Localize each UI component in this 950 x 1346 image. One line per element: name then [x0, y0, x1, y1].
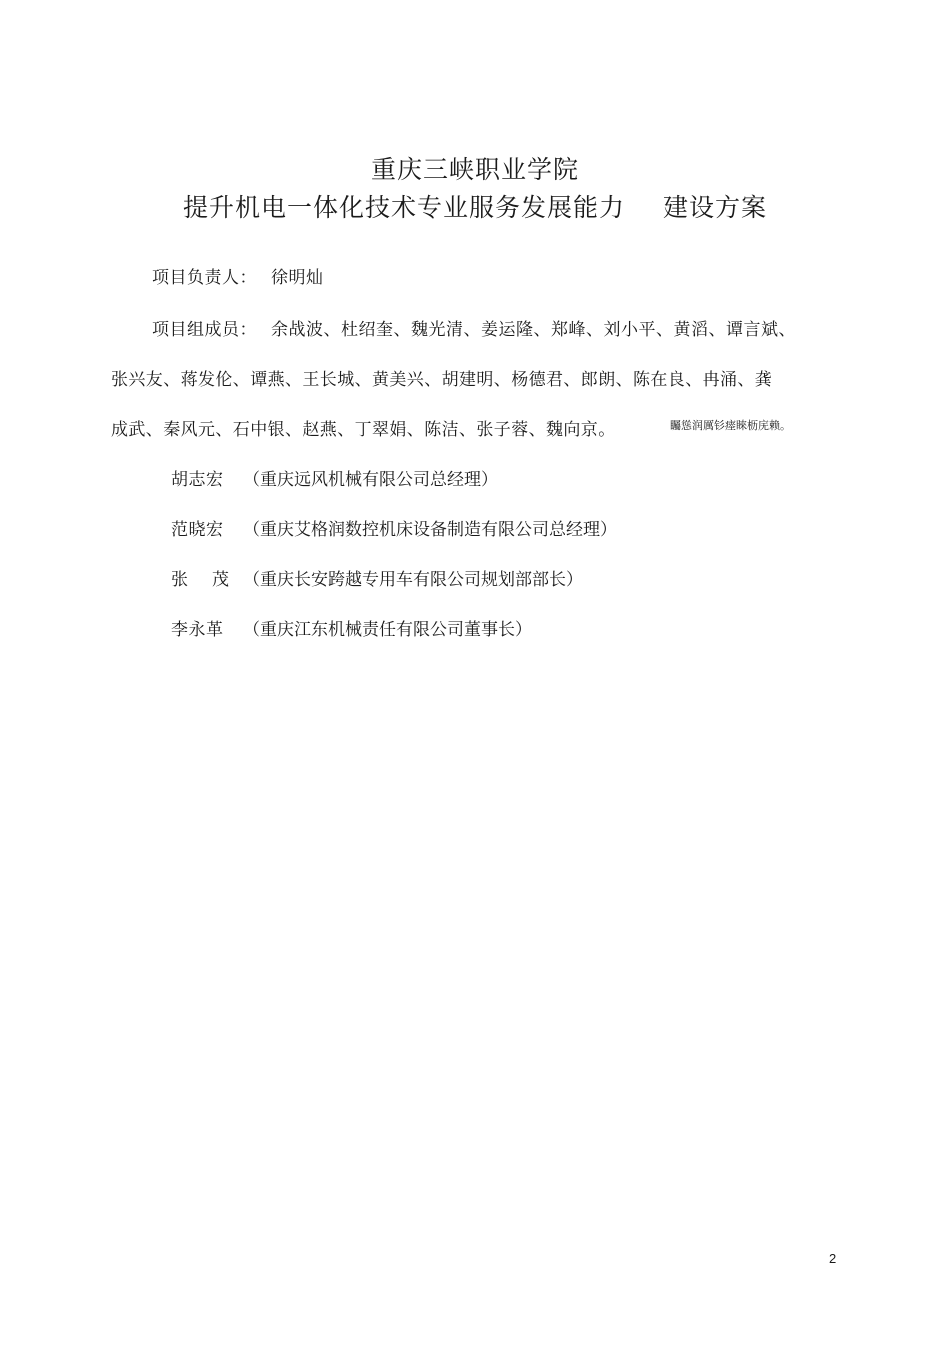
advisor-name: 张茂 [171, 570, 253, 590]
members-text-1: 余战波、杜绍奎、魏光清、姜运隆、郑峰、刘小平、黄滔、谭言斌、 [271, 320, 796, 340]
project-members-line-2: 张兴友、蒋发伦、谭燕、王长城、黄美兴、胡建明、杨德君、郎朗、陈在良、冉涌、龚 [111, 370, 773, 390]
advisor-entry [171, 565, 583, 590]
advisor-organization: （重庆艾格润数控机床设备制造有限公司总经理） [243, 520, 617, 540]
subtitle-suffix: 建设方案 [663, 193, 768, 222]
advisor-entry [171, 465, 498, 490]
garbled-text: 矚慫润厲钐瘗睞枥庑赖。 [670, 419, 791, 432]
project-leader [152, 263, 324, 288]
advisor-entry [171, 615, 532, 640]
advisor-name: 胡志宏 [171, 470, 224, 490]
advisor-organization: （重庆长安跨越专用车有限公司规划部部长） [243, 570, 583, 590]
leader-label: 项目负责人： [152, 268, 257, 288]
subtitle-main: 提升机电一体化技术专业服务发展能力 [182, 193, 625, 222]
page-number: 2 [829, 1251, 837, 1266]
advisor-organization: （重庆江东机械责任有限公司董事长） [243, 620, 532, 640]
project-members-line-1 [152, 315, 796, 340]
advisor-organization: （重庆远风机械有限公司总经理） [243, 470, 498, 490]
document-subtitle [0, 188, 950, 224]
leader-name: 徐明灿 [271, 268, 324, 288]
advisor-name: 李永革 [171, 620, 224, 640]
members-label: 项目组成员： [152, 320, 257, 340]
advisor-name: 范晓宏 [171, 520, 224, 540]
project-members-line-3: 成武、秦风元、石中银、赵燕、丁翠娟、陈洁、张子蓉、魏向京。 [111, 420, 616, 440]
document-title: 重庆三峡职业学院 [370, 155, 579, 184]
advisor-entry [171, 515, 617, 540]
